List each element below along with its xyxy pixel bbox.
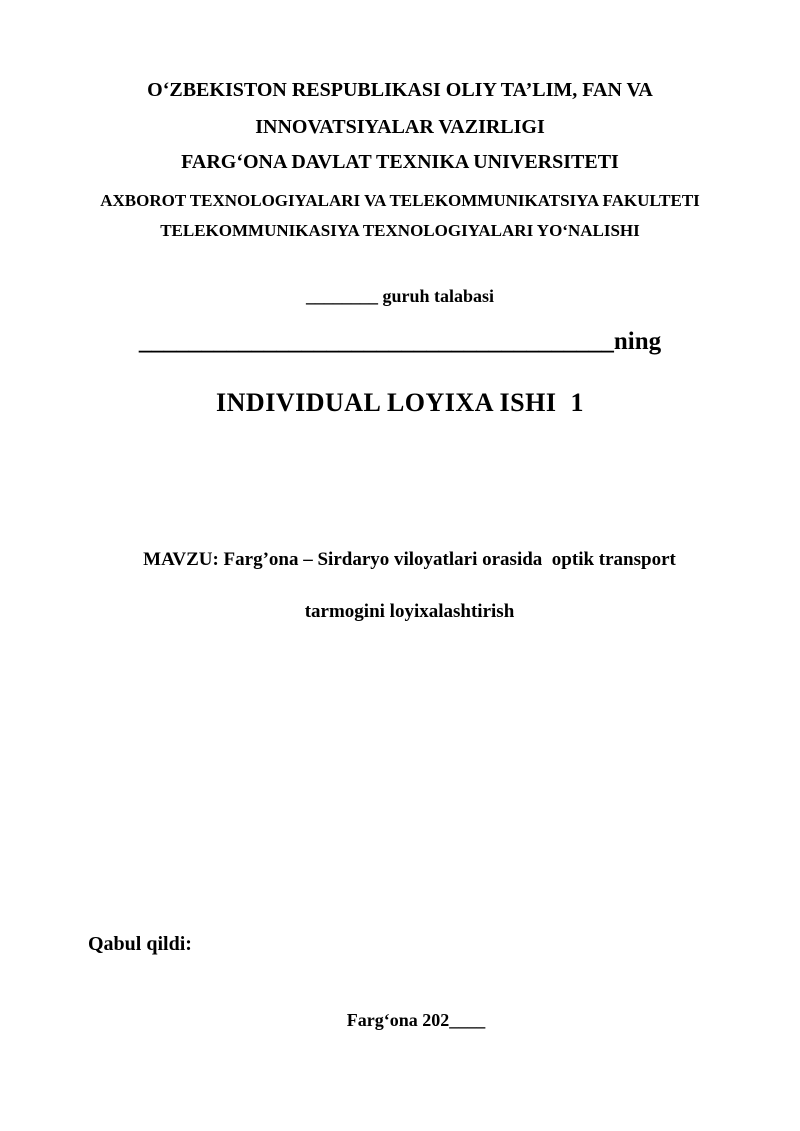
header-university-name: FARG‘ONA DAVLAT TEXNIKA UNIVERSITETI	[181, 151, 619, 173]
student-name-blank-line: ______________________________________ning	[138, 328, 662, 355]
document-title: INDIVIDUAL LOYIXA ISHI 1	[216, 388, 584, 417]
student-group-blank-line: ________ guruh talabasi	[305, 286, 495, 306]
header-direction-name: TELEKOMMUNIKASIYA TEXNOLOGIYALARI YO‘NALISHI	[160, 221, 640, 240]
header-faculty-name: AXBOROT TEXNOLOGIYALARI VA TELEKOMMUNIKATSIYA FAKULTETI	[100, 191, 700, 210]
place-year-line: Farg‘ona 202____	[346, 1010, 486, 1030]
topic-line1: MAVZU: Farg’ona – Sirdaryo viloyatlari orasida optik transport	[143, 549, 676, 570]
header-ministry-line1: O‘ZBEKISTON RESPUBLIKASI OLIY TA’LIM, FAN VA	[147, 79, 653, 101]
accepted-by-label: Qabul qildi:	[88, 933, 192, 955]
header-ministry-line2: INNOVATSIYALAR VAZIRLIGI	[255, 116, 545, 138]
topic-line2: tarmogini loyixalashtirish	[304, 601, 515, 622]
topic-block	[80, 521, 720, 651]
